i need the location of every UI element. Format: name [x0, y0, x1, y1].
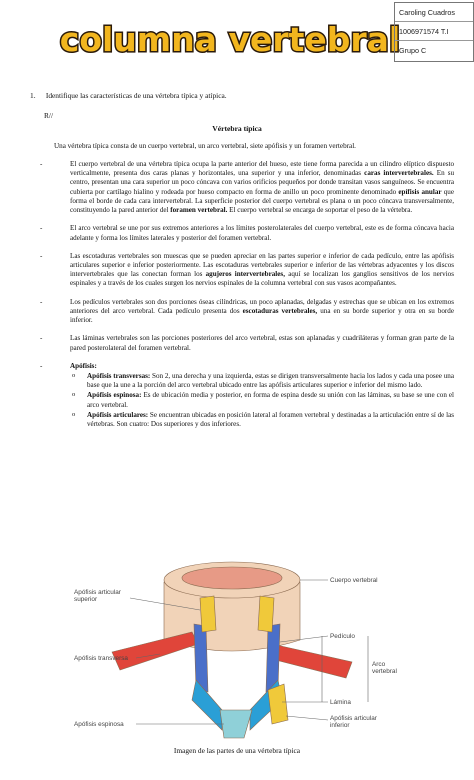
label-articular-superior-1: Apófisis articular	[74, 589, 121, 596]
bold-term: epífisis anular	[398, 187, 442, 196]
transverse-process-left	[112, 632, 198, 670]
apofisis-heading: Apófisis:	[70, 361, 97, 370]
bold-term: agujeros intervertebrales,	[205, 270, 285, 279]
list-item	[40, 160, 454, 215]
label-cuerpo: Cuerpo vertebral	[330, 577, 378, 584]
section-title: Vértebra típica	[212, 124, 262, 133]
text-run: aquí se localizan los ganglios sensitivos de los nervios espinales y a través de los cuales surgen los nervios espinales de la columna vertebral con sus vasos acompañantes.	[70, 270, 454, 288]
text-run: El cuerpo vertebral de una vértebra típica ocupa la parte anterior del hueso, este tiene forma parecida a un cilindro elíptico dispuesto verticalmente, presenta dos caras planas y horizontales, una superior y una inferior, denominadas	[70, 160, 454, 178]
list-item	[40, 334, 454, 352]
bullet-icon: o	[72, 410, 76, 418]
list-item	[40, 298, 454, 326]
disc-top	[182, 567, 282, 589]
apofisis-text: Son 2, una derecha y una izquierda, estas se dirigen transversalmente hacia los lados y cada una posee una base que la une a la porción del arco vertebral ubicado entre las apófisis articulares superior e inferior del mismo lado.	[87, 371, 454, 390]
intro-paragraph: Una vértebra típica consta de un cuerpo vertebral, un arco vertebral, siete apófisis y un foramen vertebral.	[54, 142, 356, 150]
title-banner-graphic	[59, 14, 401, 62]
bullet-icon: o	[72, 391, 76, 399]
text-run: Las escotaduras vertebrales son muescas que se pueden apreciar en las partes superior e inferior de cada pedículo, entre las apófisis articulares superior e inferior posteriormente. Las escotaduras vertebrales superior e inferior de las vértebras adyacentes y los discos intervertebrales que las conectan forman los	[70, 251, 454, 279]
apofisis-text: Se encuentran ubicadas en posición lateral al foramen vertebral y destinadas a la articulación entre sí de las vértebras. Son cuatro: Dos superiores y dos inferiores.	[87, 410, 454, 429]
apofisis-item	[40, 362, 454, 430]
label-transversa: Apófisis transversa	[74, 655, 128, 662]
text-run: El cuerpo vertebral se encarga de soportar el peso de la vértebra.	[227, 206, 413, 215]
list-dash: -	[40, 334, 43, 343]
vertebra-figure	[72, 560, 412, 738]
list-dash: -	[40, 251, 43, 260]
apofisis-sub-item	[70, 372, 454, 390]
text-run: El arco vertebral se une por sus extremos anteriores a los límites posterolaterales del cuerpo vertebral, este es de forma cóncava hacia adelante y forma los límites laterales y posterior del foramen vertebral.	[70, 224, 454, 242]
characteristics-list	[40, 160, 454, 438]
articular-process-superior-right	[258, 596, 274, 632]
student-id: 1006971574 T.I	[395, 22, 473, 41]
page-title: columna vertebral	[59, 20, 401, 59]
apofisis-sub-item	[70, 391, 454, 409]
title-banner	[59, 14, 401, 62]
text-run: En su centro, presentan una cara superior un poco cóncava con varios orificios pequeños por donde transitan vasos sanguíneos. Se encuentra cubierta por cartílago hialino y rodeada por hueso compacto en forma de anillo un poco prominente denominado	[70, 169, 455, 196]
text-run: una en su borde superior y otra en su borde inferior.	[70, 306, 454, 325]
student-info-box	[394, 2, 474, 62]
text-run: Las láminas vertebrales son las porciones posteriores del arco vertebral, estas son aplanadas y cuadriláteras y forman gran parte de la pared posterolateral del foramen vertebral.	[70, 334, 454, 352]
spinous-process	[220, 710, 252, 738]
transverse-process-right	[268, 644, 352, 678]
figure-caption: Imagen de las partes de una vértebra típica	[173, 746, 301, 755]
student-group: Grupo C	[399, 46, 427, 55]
text-run: Los pedículos vertebrales son dos porciones óseas cilíndricas, un poco aplanadas, delgadas y estrechas que se ubican en los extremos anteriores del arco vertebral. Cada pedículo presenta dos	[70, 297, 454, 315]
student-name: Caroling Cuadros	[395, 3, 473, 22]
list-dash: -	[40, 224, 43, 233]
list-item	[40, 224, 454, 242]
list-item	[40, 252, 454, 289]
bold-term: escotaduras vertebrales,	[242, 306, 318, 315]
label-articular-inferior-1: Apófisis articular	[330, 715, 377, 722]
label-pediculo: Pedículo	[330, 633, 355, 640]
apofisis-label: Apófisis articulares:	[87, 410, 149, 419]
list-dash: -	[40, 361, 43, 370]
label-articular-superior-2: superior	[74, 596, 98, 603]
articular-process-inferior	[268, 684, 288, 724]
question-text: Identifique las características de una vértebra típica y atípica.	[45, 91, 227, 100]
bold-term: foramen vertebral.	[170, 206, 228, 215]
answer-mark: R//	[44, 111, 54, 120]
articular-process-superior	[200, 596, 216, 632]
vertebra-diagram	[72, 560, 412, 738]
apofisis-label: Apófisis transversas:	[87, 371, 151, 380]
label-arco-1: Arco	[372, 661, 386, 668]
list-dash: -	[40, 160, 43, 168]
apofisis-label: Apófisis espinosa:	[87, 391, 142, 400]
apofisis-text: Es de ubicación media y posterior, en forma de espina desde su unión con las láminas, su base se une con el arco vertebral.	[87, 391, 454, 409]
text-run: que forma el borde de cada cara intervertebral. La superficie posterior del cuerpo vertebral es plana o un poco cóncava transversalmente, constituyendo la pared anterior del	[70, 187, 454, 215]
apofisis-sub-item	[70, 411, 454, 429]
question-number: 1.	[30, 91, 36, 100]
list-dash: -	[40, 297, 43, 306]
label-espinosa: Apófisis espinosa	[74, 721, 124, 728]
label-arco-2: vertebral	[372, 668, 397, 675]
label-articular-inferior-2: inferior	[330, 722, 350, 729]
question	[30, 91, 227, 100]
label-lamina: Lámina	[330, 699, 351, 706]
bullet-icon: o	[72, 371, 76, 379]
bold-term: caras intervertebrales.	[364, 169, 434, 178]
